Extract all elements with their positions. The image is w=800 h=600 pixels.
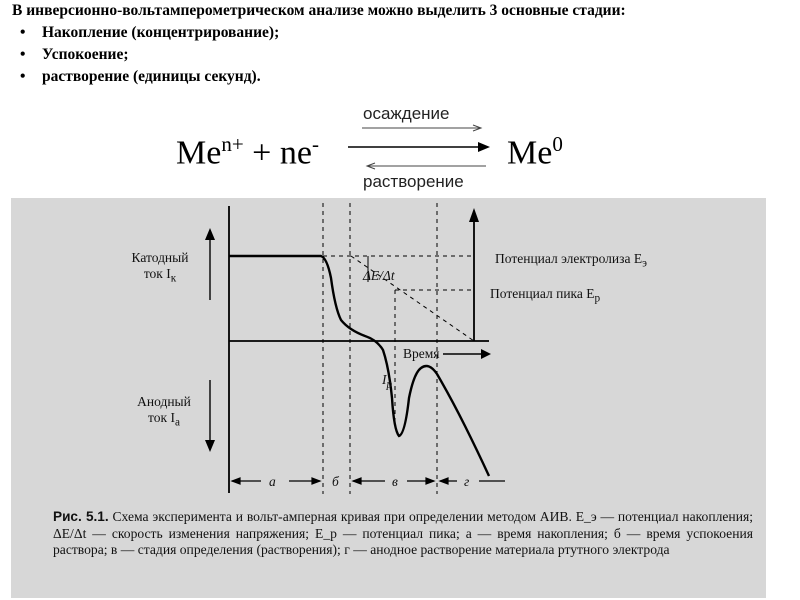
intro-paragraph: В инверсионно-вольтамперометрическом анализе можно выделить 3 основные стадии: — [12, 2, 626, 19]
stage-v-label: в — [392, 474, 398, 489]
stage-a-label: а — [269, 474, 276, 489]
stage-g-label: г — [464, 474, 470, 489]
dissolution-label: растворение — [363, 172, 464, 191]
figure-caption — [53, 509, 753, 559]
stage-b-label: б — [332, 474, 339, 489]
electrolysis-potential-label: Потенциал электролиза $E_э$ — [495, 251, 647, 270]
anodic-current-label: Анодный ток $I_а$ — [137, 394, 191, 429]
deposition-label: осаждение — [363, 104, 450, 123]
stage-list — [12, 22, 788, 88]
list-item: • Успокоение; — [42, 44, 788, 66]
current-curve — [229, 256, 489, 476]
product-formula: Me$^0$ — [507, 132, 563, 172]
caption-title: Рис. 5.1. — [53, 509, 109, 524]
figure-5-1 — [11, 198, 766, 598]
reaction-equation — [0, 104, 800, 196]
list-item: • Накопление (концентрирование); — [42, 22, 788, 44]
time-label: Время — [403, 346, 440, 361]
peak-current-label: $I_p$ — [382, 372, 393, 391]
caption-text: Схема эксперимента и вольт-амперная кривая при определении методом АИВ. E_э — потенциал накопления; ΔE/Δt — скорость изменения напряжения; E_р — потенциал пика; а — время накопления; б — время успокоения раствора; в — стадия определения (растворения); г — анодное растворение материала ртутного электрода — [53, 509, 754, 557]
rate-label: ΔE/Δt — [363, 268, 395, 283]
peak-potential-label: Потенциал пика $E_р$ — [490, 286, 601, 305]
potential-levels — [323, 256, 474, 421]
reactant-formula: $Me^{n+} + ne^-$ — [176, 132, 319, 172]
list-item: • растворение (единицы секунд). — [42, 66, 788, 88]
cathodic-current-label: Катодный ток $I_к$ — [131, 250, 189, 285]
intro-text — [12, 0, 788, 88]
